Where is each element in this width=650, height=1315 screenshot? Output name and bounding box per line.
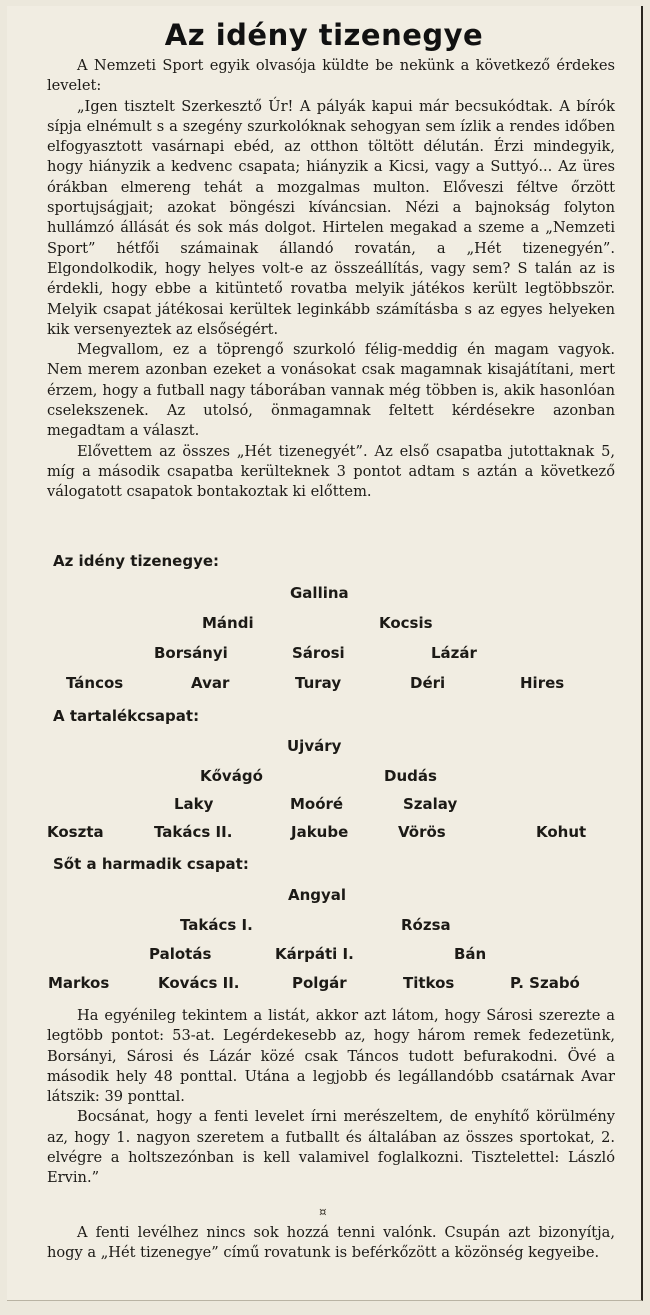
second-team-half-left: Laky bbox=[174, 795, 214, 813]
intro-line: A Nemzeti Sport egyik olvasója küldte be nekünk a következő érdekes levelet: bbox=[47, 57, 615, 95]
second-team-forward-4: Vörös bbox=[398, 823, 446, 841]
second-team-forward-2: Takács II. bbox=[154, 823, 233, 841]
first-team-heading: Az idény tizenegye: bbox=[53, 552, 220, 570]
first-team-forward-1: Táncos bbox=[66, 674, 124, 692]
first-team-back-right: Kocsis bbox=[379, 614, 433, 632]
first-team-forward-3: Turay bbox=[295, 674, 342, 692]
third-team-forward-4: Titkos bbox=[403, 974, 455, 992]
closing-paragraph-1: Ha egyénileg tekintem a listát, akkor azt látom, hogy Sárosi szerezte a legtöbb pontot: 53-at. Legérdekesebb az, hogy három remek fedezetünk, Borsányi, Sárosi és Lázár közé csak Táncos tudott befurakodni. Övé a második hely 48 ponttal. Utána a legjobb és legállandóbb csatárnak Avar látszik: 39 ponttal. bbox=[47, 1007, 615, 1106]
first-team-forward-4: Déri bbox=[410, 674, 446, 692]
newspaper-clipping bbox=[7, 6, 643, 1301]
third-team-forward-5: P. Szabó bbox=[510, 974, 580, 992]
third-team-half-right: Bán bbox=[454, 945, 487, 963]
third-team-forward-3: Polgár bbox=[292, 974, 347, 992]
second-team-forward-3: Jakube bbox=[291, 823, 349, 841]
second-team-half-right: Szalay bbox=[403, 795, 458, 813]
article-title: Az idény tizenegye bbox=[164, 18, 484, 52]
third-team-half-left: Palotás bbox=[149, 945, 212, 963]
second-team-heading: A tartalékcsapat: bbox=[53, 707, 200, 725]
third-team-back-left: Takács I. bbox=[180, 916, 253, 934]
editor-note bbox=[47, 1223, 615, 1264]
third-team-back-right: Rózsa bbox=[401, 916, 451, 934]
intro-paragraph-1: „Igen tisztelt Szerkesztő Úr! A pályák kapui már becsukódtak. A bírók sípja elnémult s a szegény szurkolóknak sehogyan sem ízlik a rendes időben elfogyasztott vasárnapi ebéd, az otthon töltött délután. Érzi mindegyik, hogy hiányzik a kedvenc csapata; hiányzik a Kicsi, vagy a Suttyó... Az üres órákban elmereng tehát a mozgalmas multon. Előveszi féltve őrzött sportujságjait; azokat böngészi kíváncsian. Nézi a bajnokság folyton hullámzó állását és sok más dolgot. Hirtelen megakad a szeme a „Nemzeti Sport” hétfői számainak állandó rovatán, a „Hét tizenegyén”. Elgondolkodik, hogy helyes volt-e az összeállítás, vagy sem? S talán az is érdekli, hogy ebbe a kitüntető rovatba melyik játékos került legtöbbször. Melyik csapat játékosai kerültek leginkább számításba s az egyes helyeken kik versenyeztek az elsőségért. bbox=[47, 97, 615, 338]
closing-paragraph-2: Bocsánat, hogy a fenti levelet írni merészeltem, de enyhítő körülmény az, hogy 1. nagyon szeretem a futballt és általában az összes sportokat, 2. elvégre a holtszezónban is kell valamivel foglalkozni. Tisztelettel: László Ervin.” bbox=[47, 1108, 615, 1187]
first-team-goalkeeper: Gallina bbox=[290, 584, 349, 602]
section-divider: ¤ bbox=[319, 1205, 327, 1219]
intro-paragraph-3: Elővettem az összes „Hét tizenegyét”. Az első csapatba jutottaknak 5, míg a második csapatba kerülteknek 3 pontot adtam s aztán a következő válogatott csapatok bontakoztak ki előttem. bbox=[47, 442, 615, 501]
first-team-half-right: Lázár bbox=[431, 644, 477, 662]
third-team-goalkeeper: Angyal bbox=[288, 886, 347, 904]
second-team-forward-1: Koszta bbox=[47, 823, 104, 841]
editor-note-paragraph: A fenti levélhez nincs sok hozzá tenni valónk. Csupán azt bizonyítja, hogy a „Hét tizenegye” című rovatunk is beférkőzött a közönség kegyeibe. bbox=[47, 1224, 615, 1262]
second-team-back-right: Dudás bbox=[384, 767, 437, 785]
intro-text bbox=[47, 56, 615, 503]
second-team-forward-5: Kohut bbox=[536, 823, 587, 841]
first-team-half-center: Sárosi bbox=[292, 644, 345, 662]
second-team-back-left: Kővágó bbox=[200, 767, 263, 785]
first-team-forward-2: Avar bbox=[191, 674, 230, 692]
second-team-half-center: Moóré bbox=[290, 795, 344, 813]
first-team-half-left: Borsányi bbox=[154, 644, 228, 662]
first-team-back-left: Mándi bbox=[202, 614, 254, 632]
third-team-half-center: Kárpáti I. bbox=[275, 945, 354, 963]
second-team-goalkeeper: Ujváry bbox=[287, 737, 342, 755]
third-team-forward-2: Kovács II. bbox=[158, 974, 240, 992]
third-team-forward-1: Markos bbox=[48, 974, 110, 992]
third-team-heading: Sőt a harmadik csapat: bbox=[53, 855, 249, 873]
closing-text bbox=[47, 1006, 615, 1189]
first-team-forward-5: Hires bbox=[520, 674, 565, 692]
intro-paragraph-2: Megvallom, ez a töprengő szurkoló félig-meddig én magam vagyok. Nem merem azonban ezeket a vonásokat csak magamnak kisajátítani, mert érzem, hogy a futball nagy táborában vannak még többen is, akik hasonlóan cselekszenek. Az utolsó, önmagamnak feltett kérdésekre azonban megadtam a választ. bbox=[47, 341, 615, 440]
